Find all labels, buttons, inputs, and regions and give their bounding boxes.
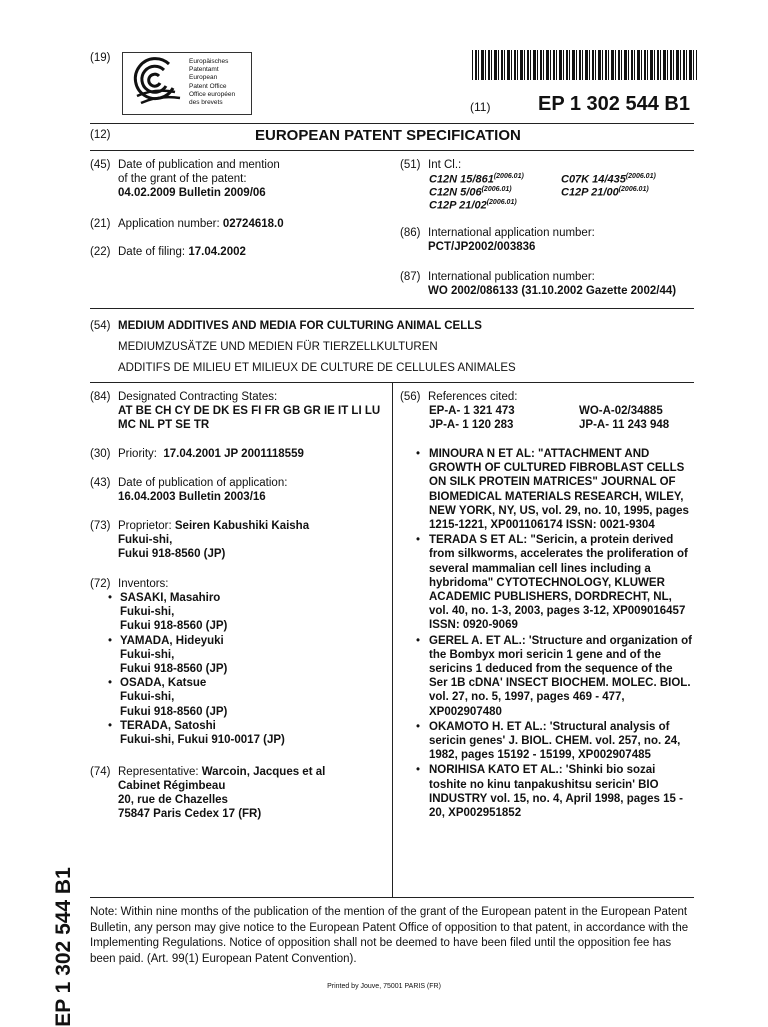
patent-ref: JP-A- 1 120 283 (429, 419, 514, 431)
representative-street: 20, rue de Chazelles (118, 794, 228, 806)
int-cl-label: Int Cl.: (428, 159, 462, 171)
inventor-item: • YAMADA, Hideyuki Fukui-shi, Fukui 918-8560 (JP) (120, 634, 285, 677)
code-54: (54) (90, 320, 111, 332)
citation-item: • OKAMOTO H. ET AL.: 'Structural analysis of sericin genes' J. BIOL. CHEM. vol. 257, no. 24, 1982, pages 15192 - 15199, XP002907485 (429, 720, 693, 763)
ipc-code: C12N 5/06 (429, 186, 482, 199)
patent-references (429, 404, 699, 432)
ipc-version: (2006.01) (481, 186, 512, 193)
states-line-2: MC NL PT SE TR (118, 419, 210, 431)
ipc-code: C12P 21/02 (429, 199, 487, 212)
logo-text-3: European (189, 74, 218, 82)
code-45: (45) (90, 159, 111, 171)
intl-publication-number: WO 2002/086133 (31.10.2002 Gazette 2002/44) (428, 285, 677, 297)
ipc-code: C12N 15/861 (429, 173, 494, 186)
divider (90, 123, 694, 124)
title-fr: ADDITIFS DE MILIEU ET MILIEUX DE CULTURE DE CELLULES ANIMALES (118, 362, 516, 374)
states-line-1: AT BE CH CY DE DK ES FI FR GB GR IE IT LI LU (118, 405, 381, 417)
epo-logo (122, 52, 252, 115)
code-22: (22) (90, 246, 111, 258)
filing-label: Date of filing: (118, 246, 186, 258)
ipc-code: C07K 14/435 (561, 173, 626, 186)
code-43: (43) (90, 477, 111, 489)
document-type: EUROPEAN PATENT SPECIFICATION (255, 127, 521, 144)
logo-text-4: Patent Office (189, 82, 227, 90)
states-label: Designated Contracting States: (118, 391, 278, 403)
citation-item: • MINOURA N ET AL: "ATTACHMENT AND GROWTH OF CULTURED FIBROBLAST CELLS ON SILK PROTEIN MATRICES" JOURNAL OF BIOMEDICAL MATERIALS RESEARCH, WILEY, NEW YORK, NY, US, vol. 29, no. 10, 1995, pages 1215-1221, XP001106174 ISSN: 0021-9304 (429, 447, 693, 532)
patent-ref: WO-A-02/34885 (579, 405, 663, 417)
inventor-name: SASAKI, Masahiro (120, 592, 221, 604)
patent-ref: JP-A- 11 243 948 (579, 419, 670, 431)
divider (90, 308, 694, 309)
inventor-address: Fukui 918-8560 (JP) (120, 620, 228, 633)
code-19: (19) (90, 52, 111, 64)
priority-value: 17.04.2001 JP 2001118559 (163, 448, 304, 460)
representative-label: Representative: (118, 766, 199, 778)
ipc-version: (2006.01) (493, 173, 524, 180)
references-label: References cited: (428, 391, 518, 403)
application-label: Application number: (118, 218, 220, 230)
inventor-city: Fukui-shi, (120, 606, 175, 619)
code-21: (21) (90, 218, 111, 230)
column-divider (392, 382, 393, 897)
logo-text-1: Europäisches (189, 58, 229, 65)
code-72: (72) (90, 578, 111, 590)
inventor-address: Fukui-shi, Fukui 910-0017 (JP) (120, 734, 285, 747)
proprietor-name: Seiren Kabushiki Kaisha (174, 520, 310, 532)
code-86: (86) (400, 227, 421, 239)
code-74: (74) (90, 766, 111, 778)
classification-codes (429, 170, 699, 212)
patent-ref: EP-A- 1 321 473 (429, 405, 515, 417)
intl-publication-label: International publication number: (428, 271, 595, 283)
inventor-list (108, 591, 285, 747)
inventor-address: Fukui 918-8560 (JP) (120, 705, 228, 718)
inventor-name: TERADA, Satoshi (120, 719, 216, 732)
publication-label-2: of the grant of the patent: (118, 173, 247, 185)
inventor-name: OSADA, Katsue (120, 677, 207, 690)
representative-firm: Cabinet Régimbeau (118, 780, 226, 792)
proprietor-label: Proprietor: (118, 520, 172, 532)
proprietor-address: Fukui 918-8560 (JP) (118, 548, 226, 560)
code-73: (73) (90, 520, 111, 532)
ipc-version: (2006.01) (625, 173, 656, 180)
title-en: MEDIUM ADDITIVES AND MEDIA FOR CULTURING ANIMAL CELLS (118, 320, 482, 332)
divider (90, 150, 694, 151)
proprietor-city: Fukui-shi, (118, 534, 173, 546)
citation-item: • GEREL A. ET AL.: 'Structure and organization of the Bombyx mori sericin 1 gene and of the sericins 1 deduced from the sequence of the Ser 1B cDNA' INSECT BIOCHEM. MOLEC. BIOL. vol. 27, no. 5, 1997, pages 469 - 477, XP002907480 (429, 634, 693, 719)
logo-text-5: Office européen (189, 90, 236, 98)
code-56: (56) (400, 391, 421, 403)
inventor-item: • TERADA, Satoshi Fukui-shi, Fukui 910-0017 (JP) (108, 719, 285, 747)
inventor-city: Fukui-shi, (120, 648, 175, 661)
epo-logo-icon (125, 54, 187, 112)
inventor-item: • OSADA, Katsue Fukui-shi, Fukui 918-8560 (JP) (120, 676, 285, 719)
inventor-name: YAMADA, Hideyuki (120, 634, 224, 647)
publication-label-1: Date of publication and mention (118, 159, 280, 171)
barcode (472, 50, 697, 80)
document-number: EP 1 302 544 B1 (538, 93, 690, 115)
printer-note: Printed by Jouve, 75001 PARIS (FR) (327, 983, 441, 990)
inventor-city: Fukui-shi, (120, 691, 175, 704)
citation-item: • TERADA S ET AL: "Sericin, a protein derived from silkworms, accelerates the proliferation of several mammalian cell lines including a hybridoma" CYTOTECHNOLOGY, KLUWER ACADEMIC PUBLISHERS, DORDRECHT, NL, vol. 40, no. 1-3, 2003, pages 3-12, XP009016457 ISSN: 0920-9069 (429, 533, 693, 632)
logo-text-2: Patentamt (189, 66, 219, 74)
divider (90, 897, 694, 898)
intl-application-label: International application number: (428, 227, 595, 239)
title-de: MEDIUMZUSÄTZE UND MEDIEN FÜR TIERZELLKULTUREN (118, 341, 438, 353)
ipc-version: (2006.01) (486, 199, 517, 206)
ipc-version: (2006.01) (618, 186, 649, 193)
app-publication-value: 16.04.2003 Bulletin 2003/16 (118, 491, 266, 503)
ipc-code: C12P 21/00 (561, 186, 619, 199)
inventor-item: • SASAKI, Masahiro Fukui-shi, Fukui 918-8560 (JP) (120, 591, 285, 634)
inventors-label: Inventors: (118, 578, 169, 590)
code-87: (87) (400, 271, 421, 283)
application-number: 02724618.0 (222, 218, 284, 230)
app-publication-label: Date of publication of application: (118, 477, 288, 489)
representative-city: 75847 Paris Cedex 17 (FR) (118, 808, 262, 820)
citation-item: • NORIHISA KATO ET AL.: 'Shinki bio sozai toshite no kinu tanpakushitsu sericin' BIO INDUSTRY vol. 15, no. 4, April 1998, pages 15 - 20, XP002951852 (429, 763, 693, 820)
side-document-number: EP 1 302 544 B1 (52, 867, 75, 1027)
representative-name: Warcoin, Jacques et al (201, 766, 326, 778)
filing-date: 17.04.2002 (188, 246, 246, 258)
inventor-address: Fukui 918-8560 (JP) (120, 663, 228, 676)
intl-application-number: PCT/JP2002/003836 (428, 241, 536, 253)
code-30: (30) (90, 448, 111, 460)
priority-label: Priority: (118, 448, 157, 460)
citation-list (429, 447, 693, 821)
publication-date: 04.02.2009 Bulletin 2009/06 (118, 187, 266, 199)
logo-text-6: des brevets (189, 99, 223, 107)
code-12: (12) (90, 129, 111, 141)
code-11: (11) (470, 100, 491, 114)
code-51: (51) (400, 159, 421, 171)
code-84: (84) (90, 391, 111, 403)
opposition-note: Note: Within nine months of the publication of the mention of the grant of the European patent in the European Patent Bulletin, any person may give notice to the European Patent Office of opposition to that patent, in accordance with the Implementing Regulations. Notice of opposition shall not be deemed to have been filed until the opposition fee has been paid. (Art. 99(1) European Patent Convention). (90, 906, 689, 965)
